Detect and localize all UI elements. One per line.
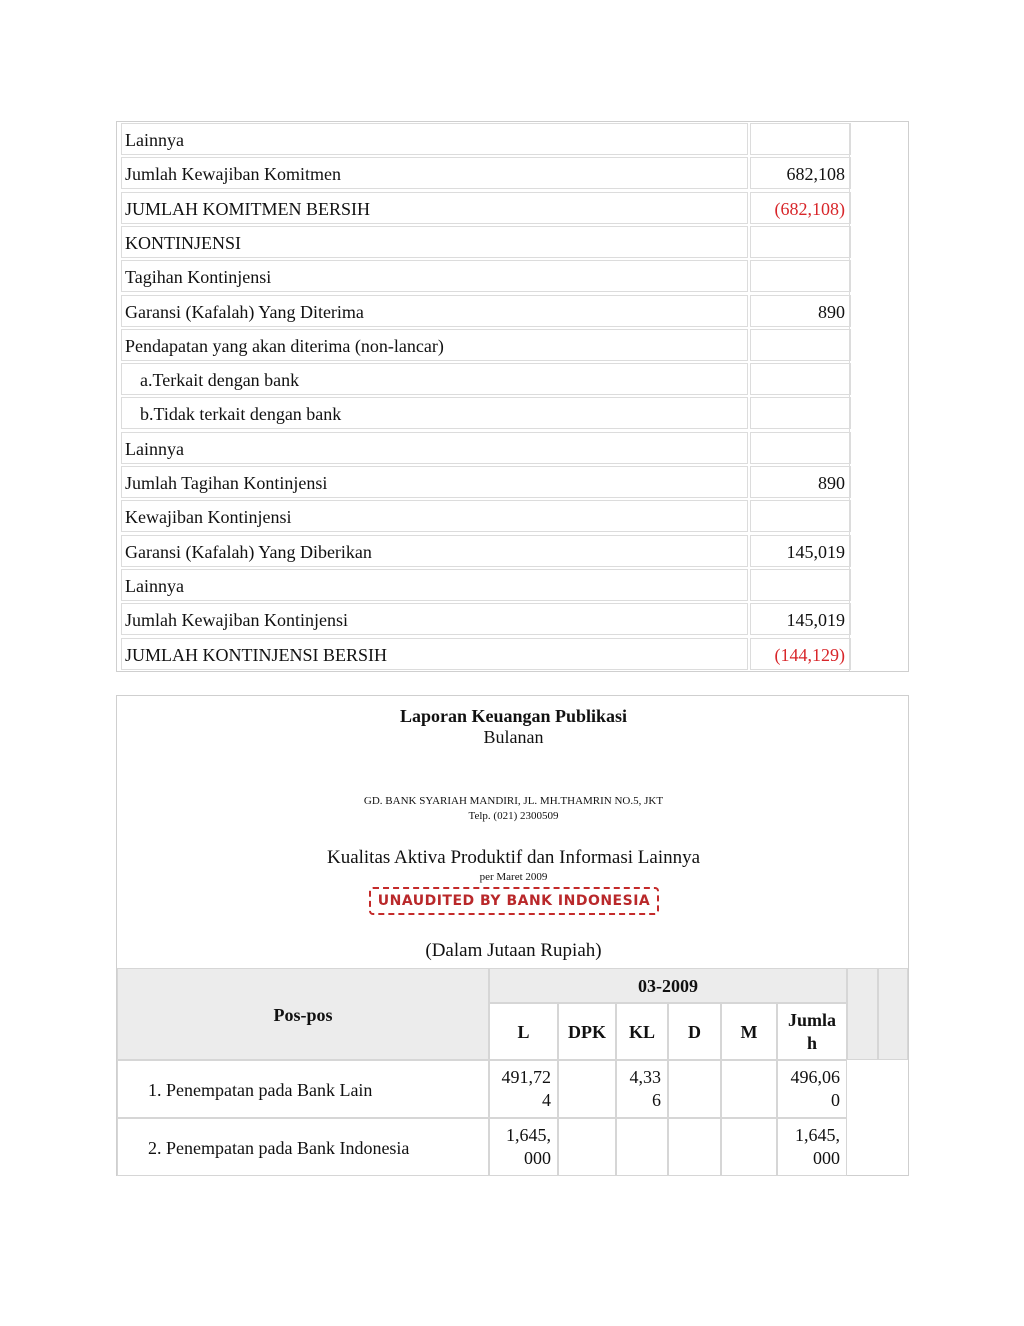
row-label: b.Tidak terkait dengan bank bbox=[121, 397, 748, 429]
extra-header-cell bbox=[847, 968, 878, 1060]
cell-jumlah: 496,06 0 bbox=[777, 1060, 847, 1118]
table-row bbox=[119, 122, 965, 156]
row-label: Jumlah Tagihan Kontinjensi bbox=[121, 466, 748, 498]
bank-address: GD. BANK SYARIAH MANDIRI, JL. MH.THAMRIN NO.5, JKT bbox=[363, 795, 664, 807]
row-label: Lainnya bbox=[121, 123, 748, 155]
col-header-l: L bbox=[489, 1003, 558, 1060]
table-row bbox=[119, 191, 965, 225]
table-row bbox=[119, 602, 965, 636]
row-label: Jumlah Kewajiban Kontinjensi bbox=[121, 603, 748, 635]
table-row bbox=[119, 499, 965, 533]
row-value bbox=[750, 500, 851, 532]
row-label: JUMLAH KOMITMEN BERSIH bbox=[121, 192, 748, 224]
col-header-kl: KL bbox=[616, 1003, 668, 1060]
row-value: 890 bbox=[750, 295, 851, 327]
cell-jumlah: 1,645, 000 bbox=[777, 1118, 847, 1176]
table-row bbox=[119, 294, 965, 328]
row-label: JUMLAH KONTINJENSI BERSIH bbox=[121, 638, 748, 670]
row-value bbox=[750, 363, 851, 395]
period-header: 03-2009 bbox=[489, 968, 847, 1003]
row-value bbox=[750, 397, 851, 429]
table-row bbox=[119, 328, 965, 362]
report-subject: Kualitas Aktiva Produktif dan Informasi Lainnya bbox=[326, 847, 701, 868]
commitment-contingency-table bbox=[116, 121, 909, 672]
row-value: 682,108 bbox=[750, 157, 851, 189]
report-period: per Maret 2009 bbox=[479, 871, 548, 883]
row-value: 890 bbox=[750, 466, 851, 498]
cell-kl bbox=[616, 1118, 668, 1176]
row-label: Tagihan Kontinjensi bbox=[121, 260, 748, 292]
row-label: Lainnya bbox=[121, 432, 748, 464]
row-label: Garansi (Kafalah) Yang Diberikan bbox=[121, 535, 748, 567]
row-value bbox=[750, 432, 851, 464]
table-row bbox=[119, 396, 965, 430]
report-unit: (Dalam Jutaan Rupiah) bbox=[425, 940, 602, 961]
unaudited-stamp: UNAUDITED BY BANK INDONESIA bbox=[369, 887, 659, 915]
row-value bbox=[750, 569, 851, 601]
cell-l: 491,72 4 bbox=[489, 1060, 558, 1118]
table-row bbox=[119, 431, 965, 465]
asset-quality-report bbox=[116, 695, 909, 1176]
table-row bbox=[119, 534, 965, 568]
row-value bbox=[750, 329, 851, 361]
row-value: 145,019 bbox=[750, 535, 851, 567]
row-value: 145,019 bbox=[750, 603, 851, 635]
cell-l: 1,645, 000 bbox=[489, 1118, 558, 1176]
row-label: Jumlah Kewajiban Komitmen bbox=[121, 157, 748, 189]
row-label: Kewajiban Kontinjensi bbox=[121, 500, 748, 532]
col-header-jumlah: Jumla h bbox=[777, 1003, 847, 1060]
pos-pos-header: Pos-pos bbox=[117, 968, 489, 1060]
row-label: Garansi (Kafalah) Yang Diterima bbox=[121, 295, 748, 327]
table-row bbox=[119, 465, 965, 499]
row-label: Pendapatan yang akan diterima (non-lancar) bbox=[121, 329, 748, 361]
report-frequency: Bulanan bbox=[483, 727, 544, 747]
row-value: (144,129) bbox=[750, 638, 851, 670]
cell-kl: 4,33 6 bbox=[616, 1060, 668, 1118]
row-label: KONTINJENSI bbox=[121, 226, 748, 258]
table-row bbox=[119, 156, 965, 190]
cell-dpk bbox=[558, 1118, 616, 1176]
row-value: (682,108) bbox=[750, 192, 851, 224]
cell-d bbox=[668, 1118, 721, 1176]
row-label: 1. Penempatan pada Bank Lain bbox=[117, 1060, 489, 1118]
asset-quality-grid bbox=[117, 968, 908, 1176]
col-header-d: D bbox=[668, 1003, 721, 1060]
row-value bbox=[750, 260, 851, 292]
cell-d bbox=[668, 1060, 721, 1118]
extra-header-cell bbox=[878, 968, 908, 1060]
row-label: a.Terkait dengan bank bbox=[121, 363, 748, 395]
row-label: Lainnya bbox=[121, 569, 748, 601]
row-label: 2. Penempatan pada Bank Indonesia bbox=[117, 1118, 489, 1176]
table-row bbox=[119, 225, 965, 259]
row-value bbox=[750, 226, 851, 258]
col-header-m: M bbox=[721, 1003, 777, 1060]
cell-m bbox=[721, 1060, 777, 1118]
cell-m bbox=[721, 1118, 777, 1176]
cell-dpk bbox=[558, 1060, 616, 1118]
table-row bbox=[119, 259, 965, 293]
table-row bbox=[119, 637, 965, 671]
col-header-dpk: DPK bbox=[558, 1003, 616, 1060]
report-title: Laporan Keuangan Publikasi bbox=[399, 706, 628, 726]
row-value bbox=[750, 123, 851, 155]
table-row bbox=[119, 362, 965, 396]
bank-phone: Telp. (021) 2300509 bbox=[468, 810, 559, 822]
table-row bbox=[119, 568, 965, 602]
